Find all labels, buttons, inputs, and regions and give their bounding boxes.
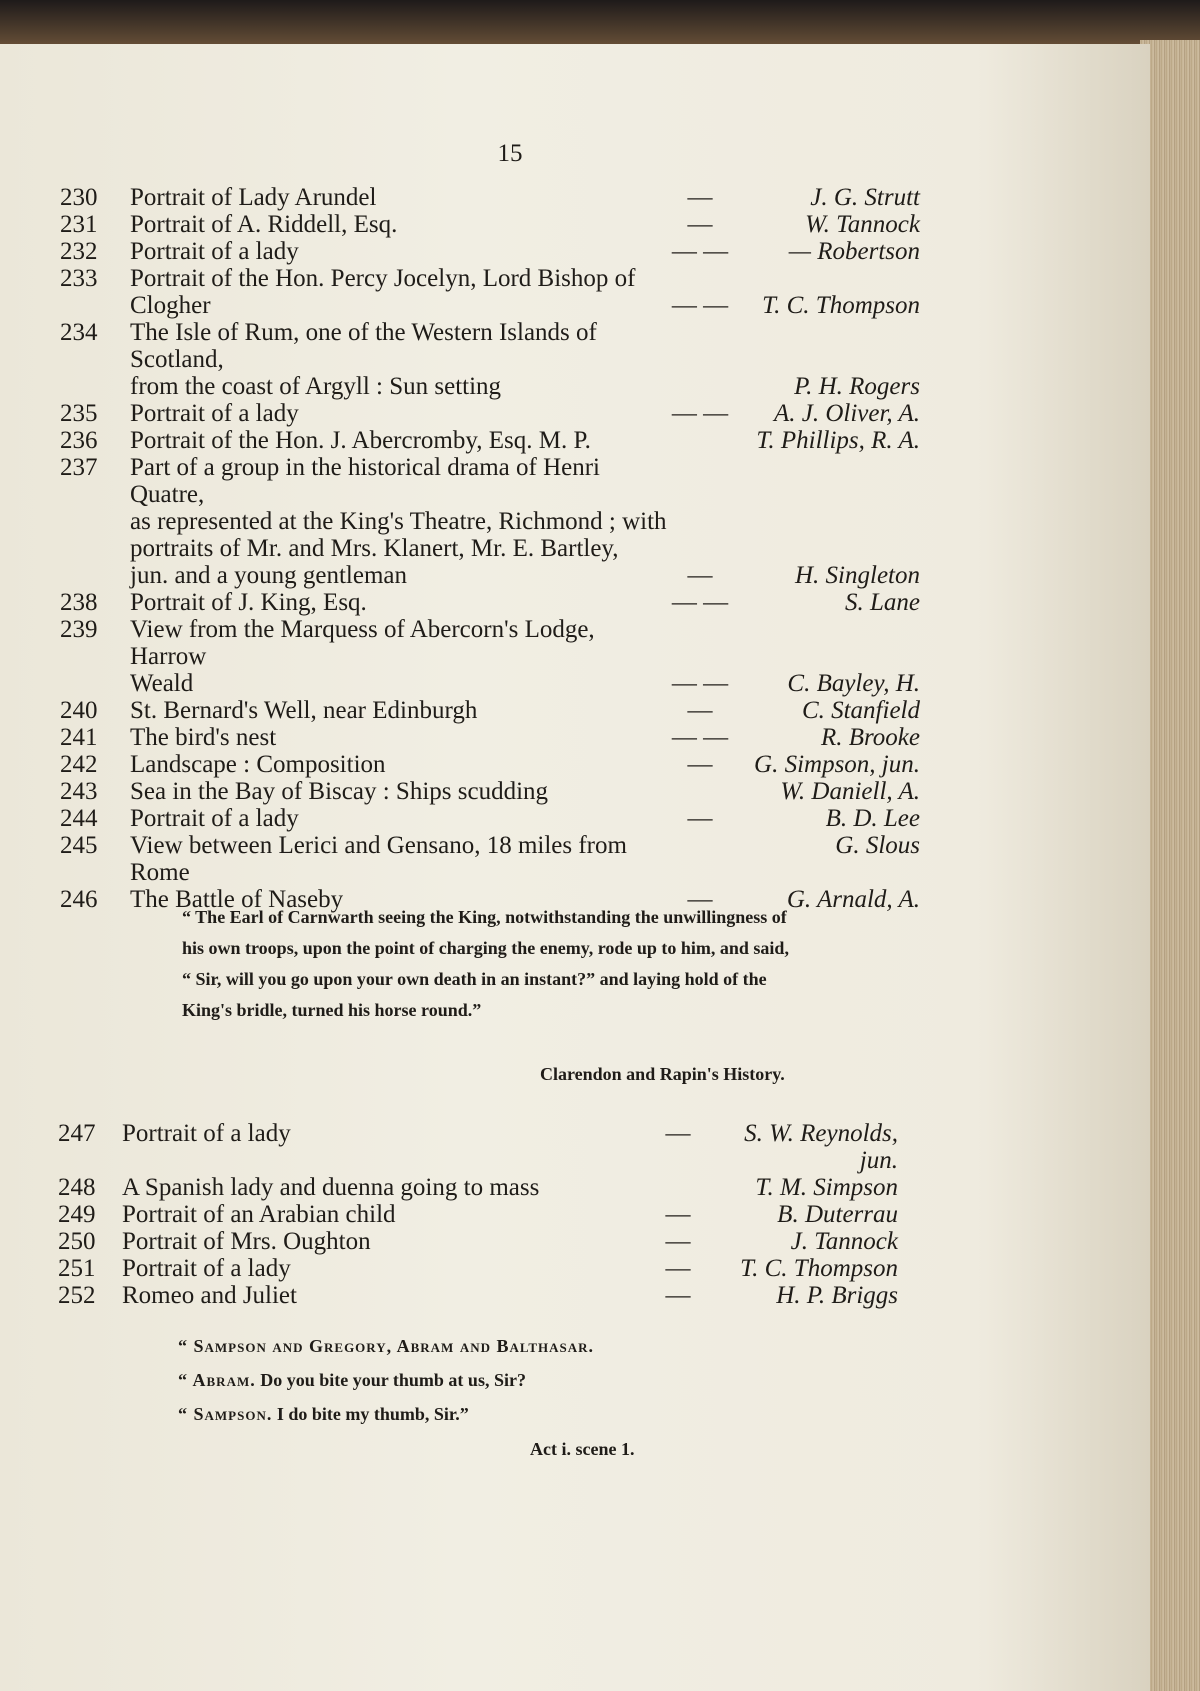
entry-artist: J. Tannock	[790, 1228, 898, 1255]
page-number: 15	[497, 140, 523, 167]
play-characters: “ Sampson and Gregory, Abram and Balthasar.	[178, 1336, 595, 1356]
entry-number: 241	[60, 724, 98, 751]
entry-title: Clogher	[130, 292, 211, 319]
catalogue-entry	[60, 373, 920, 400]
entry-number: 237	[60, 454, 98, 481]
entry-title: Portrait of Mrs. Oughton	[122, 1228, 371, 1255]
entry-title: The Isle of Rum, one of the Western Islands of Scotland,	[130, 319, 597, 373]
entry-title: Portrait of an Arabian child	[122, 1201, 396, 1228]
entry-dash: —	[687, 886, 713, 913]
entry-artist: C. Stanfield	[801, 697, 920, 724]
entry-title: portraits of Mr. and Mrs. Klanert, Mr. E. Bartley,	[130, 535, 619, 562]
entry-number: 244	[60, 805, 98, 832]
catalogue-entries-2	[58, 1120, 898, 1309]
book-page	[0, 44, 1150, 1691]
entry-dash: —	[665, 1201, 691, 1228]
entry-number: 242	[60, 751, 98, 778]
entry-artist: W. Tannock	[805, 211, 920, 238]
catalogue-entry	[58, 1255, 898, 1282]
entry-dash: — —	[671, 670, 729, 697]
catalogue-entry	[60, 805, 920, 832]
entry-title: from the coast of Argyll : Sun setting	[130, 373, 502, 400]
entry-dash: —	[665, 1282, 691, 1309]
abram-text: Do you bite your thumb at us, Sir?	[260, 1370, 526, 1390]
catalogue-entries-1	[60, 184, 920, 913]
entry-number: 247	[58, 1120, 96, 1147]
entry-title: Landscape : Composition	[130, 751, 386, 778]
entry-number: 230	[60, 184, 98, 211]
catalogue-entry	[60, 535, 920, 562]
entry-dash: —	[665, 1120, 691, 1147]
catalogue-entry	[58, 1174, 898, 1201]
entry-number: 243	[60, 778, 98, 805]
entry-dash: — —	[671, 292, 729, 319]
entry-artist: B. D. Lee	[825, 805, 920, 832]
entry-number: 249	[58, 1201, 96, 1228]
catalogue-entry	[60, 670, 920, 697]
entry-dash: — —	[671, 238, 729, 265]
entry-artist: G. Slous	[835, 832, 920, 859]
entry-dash: — —	[671, 400, 729, 427]
play-line-sampson	[178, 1397, 594, 1431]
entry-number: 251	[58, 1255, 96, 1282]
entry-title: Portrait of Lady Arundel	[130, 184, 377, 211]
entry-dash: —	[665, 1228, 691, 1255]
speaker-sampson: “ Sampson.	[178, 1404, 273, 1424]
catalogue-entry	[60, 724, 920, 751]
catalogue-entry	[60, 832, 920, 886]
entry-title: Portrait of a lady	[122, 1120, 291, 1147]
act-scene-ref: Act i. scene 1.	[530, 1439, 635, 1459]
entry-number: 248	[58, 1174, 96, 1201]
entry-artist: S. W. Reynolds, jun.	[744, 1120, 898, 1174]
catalogue-entry	[60, 616, 920, 670]
sampson-text: I do bite my thumb, Sir.”	[276, 1404, 469, 1424]
entry-artist: S. Lane	[845, 589, 920, 616]
play-quote	[178, 1329, 594, 1431]
entry-artist: G. Simpson, jun.	[754, 751, 920, 778]
catalogue-entry	[60, 751, 920, 778]
entry-artist: J. G. Strutt	[810, 184, 920, 211]
catalogue-entry	[60, 778, 920, 805]
play-line-abram	[178, 1363, 594, 1397]
entry-dash: —	[665, 1255, 691, 1282]
entry-number: 232	[60, 238, 98, 265]
entry-artist: H. P. Briggs	[776, 1282, 898, 1309]
entry-number: 239	[60, 616, 98, 643]
catalogue-entry	[60, 589, 920, 616]
entry-title: jun. and a young gentleman	[130, 562, 408, 589]
entry-title: as represented at the King's Theatre, Richmond ; with	[130, 508, 667, 535]
catalogue-entry	[60, 292, 920, 319]
catalogue-entry	[58, 1228, 898, 1255]
book-cover-edge	[0, 0, 1200, 48]
catalogue-entry	[60, 265, 920, 292]
catalogue-entry	[60, 319, 920, 373]
entry-title: Portrait of a lady	[122, 1255, 291, 1282]
entry-dash: —	[687, 562, 713, 589]
entry-artist: G. Arnald, A.	[786, 886, 920, 913]
entry-title: Portrait of the Hon. J. Abercromby, Esq. M. P.	[130, 427, 591, 454]
entry-artist: H. Singleton	[795, 562, 920, 589]
entry-title: Part of a group in the historical drama of Henri Quatre,	[130, 454, 600, 508]
entry-artist: P. H. Rogers	[794, 373, 920, 400]
entry-title: Portrait of J. King, Esq.	[130, 589, 367, 616]
catalogue-entry	[60, 427, 920, 454]
entry-dash: —	[687, 697, 713, 724]
entry-artist: B. Duterrau	[777, 1201, 898, 1228]
entry-artist: T. C. Thompson	[762, 292, 920, 319]
entry-dash: —	[687, 184, 713, 211]
entry-title: Portrait of A. Riddell, Esq.	[130, 211, 398, 238]
entry-number: 250	[58, 1228, 96, 1255]
catalogue-entry	[60, 562, 920, 589]
entry-number: 236	[60, 427, 98, 454]
catalogue-entry	[60, 454, 920, 508]
entry-artist: R. Brooke	[820, 724, 920, 751]
entry-number: 240	[60, 697, 98, 724]
entry-dash: —	[687, 211, 713, 238]
entry-title: Portrait of a lady	[130, 238, 299, 265]
catalogue-entry	[60, 400, 920, 427]
entry-artist: — Robertson	[788, 238, 920, 265]
entry-artist: C. Bayley, H.	[787, 670, 920, 697]
historical-quote: “ The Earl of Carnwarth seeing the King, notwithstanding the unwillingness of his own troops, upon the point of charging the enemy, rode up to him, and said, “ Sir, will you go upon your own death in an instant?” and laying hold of the King's bridle, turned his horse round.”	[182, 907, 789, 1020]
catalogue-entry	[60, 508, 920, 535]
speaker-abram: “ Abram.	[178, 1370, 256, 1390]
entry-artist: T. M. Simpson	[755, 1174, 898, 1201]
entry-title: Romeo and Juliet	[122, 1282, 297, 1309]
entry-title: The bird's nest	[130, 724, 277, 751]
entry-dash: —	[687, 751, 713, 778]
entry-title: View from the Marquess of Abercorn's Lodge, Harrow	[130, 616, 595, 670]
entry-dash: — —	[671, 724, 729, 751]
entry-title: Portrait of a lady	[130, 400, 299, 427]
entry-title: Weald	[130, 670, 194, 697]
catalogue-entry	[58, 1282, 898, 1309]
entry-artist: A. J. Oliver, A.	[773, 400, 920, 427]
entry-title: View between Lerici and Gensano, 18 miles from Rome	[130, 832, 627, 886]
entry-number: 245	[60, 832, 98, 859]
catalogue-entry	[60, 697, 920, 724]
entry-artist: T. C. Thompson	[740, 1255, 898, 1282]
entry-artist: T. Phillips, R. A.	[756, 427, 920, 454]
entry-number: 238	[60, 589, 98, 616]
entry-dash: — —	[671, 589, 729, 616]
entry-number: 235	[60, 400, 98, 427]
catalogue-entry	[58, 1201, 898, 1228]
catalogue-entry	[58, 1120, 898, 1174]
entry-number: 246	[60, 886, 98, 913]
catalogue-entry	[60, 211, 920, 238]
quote-source: Clarendon and Rapin's History.	[540, 1064, 785, 1084]
entry-title: Portrait of a lady	[130, 805, 299, 832]
entry-number: 231	[60, 211, 98, 238]
catalogue-entry	[60, 238, 920, 265]
entry-dash: —	[687, 805, 713, 832]
entry-title: A Spanish lady and duenna going to mass	[122, 1174, 540, 1201]
entry-title: St. Bernard's Well, near Edinburgh	[130, 697, 478, 724]
entry-title: The Battle of Naseby	[130, 886, 344, 913]
entry-title: Portrait of the Hon. Percy Jocelyn, Lord Bishop of	[130, 265, 636, 292]
entry-number: 233	[60, 265, 98, 292]
catalogue-entry	[60, 184, 920, 211]
entry-number: 234	[60, 319, 98, 346]
entry-number: 252	[58, 1282, 96, 1309]
entry-artist: W. Daniell, A.	[780, 778, 920, 805]
entry-title: Sea in the Bay of Biscay : Ships scudding	[130, 778, 549, 805]
